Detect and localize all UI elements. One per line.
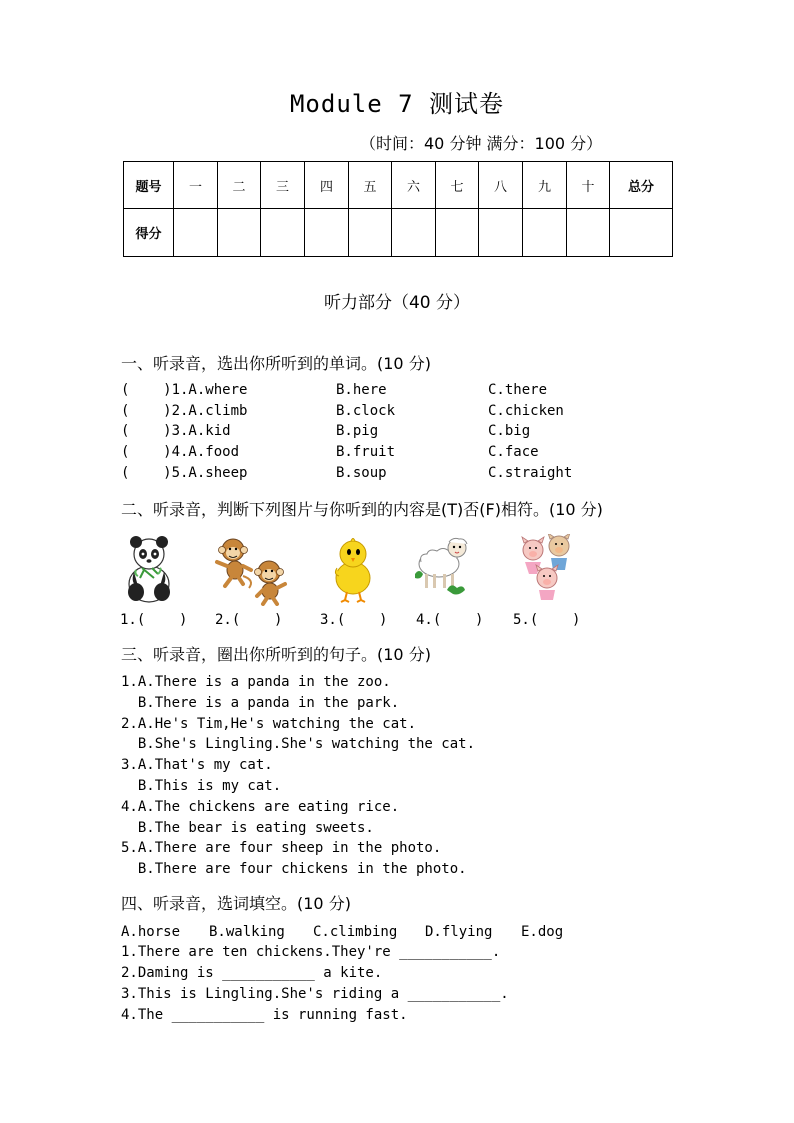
option-c: C.there — [488, 382, 548, 398]
score-row-label: 得分 — [124, 209, 174, 257]
part3-heading: 三、听录音，圈出你所听到的句子。(10 分) — [121, 645, 431, 664]
score-header-cell: 七 — [436, 162, 479, 209]
score-cell — [349, 209, 392, 257]
answer-blank[interactable]: 4.( ) — [416, 612, 484, 628]
word-options — [121, 924, 681, 944]
sentence-option: B.There are four chickens in the photo. — [121, 861, 467, 877]
score-cell — [567, 209, 610, 257]
option-c: C.face — [488, 444, 539, 460]
score-header-cell: 八 — [479, 162, 523, 209]
part1-item — [121, 423, 681, 444]
sentence-option: 5.A.There are four sheep in the photo. — [121, 840, 442, 856]
panda-image — [124, 534, 174, 604]
sentence-option: 3.A.That's my cat. — [121, 757, 273, 773]
listening-section-title: 听力部分（40 分） — [323, 293, 471, 313]
option-a: ( )4.A.food — [121, 444, 240, 460]
score-header-cell: 九 — [523, 162, 567, 209]
fill-blank-sentence: 4.The ___________ is running fast. — [121, 1007, 408, 1023]
word-option: A.horse — [121, 924, 181, 940]
sentence-option: 1.A.There is a panda in the zoo. — [121, 674, 391, 690]
option-b: B.pig — [336, 423, 379, 439]
fill-blank-sentence: 2.Daming is ___________ a kite. — [121, 965, 383, 981]
score-cell — [392, 209, 436, 257]
monkeys-image — [213, 534, 293, 606]
score-cell — [610, 209, 673, 257]
score-header-cell: 三 — [261, 162, 305, 209]
answer-blank[interactable]: 5.( ) — [513, 612, 581, 628]
word-option: C.climbing — [313, 924, 398, 940]
part1-item — [121, 444, 681, 465]
sentence-option: B.There is a panda in the park. — [121, 695, 400, 711]
option-a: ( )2.A.climb — [121, 403, 248, 419]
fill-blank-sentence: 3.This is Lingling.She's riding a ___________. — [121, 986, 509, 1002]
score-header-cell: 题号 — [124, 162, 174, 209]
score-table — [123, 161, 673, 257]
word-option: E.dog — [521, 924, 564, 940]
sentence-option: B.She's Lingling.She's watching the cat. — [121, 736, 476, 752]
score-header-cell: 四 — [305, 162, 349, 209]
score-header-cell: 二 — [218, 162, 261, 209]
option-b: B.here — [336, 382, 387, 398]
part4-heading: 四、听录音，选词填空。(10 分) — [121, 894, 351, 913]
option-a: ( )5.A.sheep — [121, 465, 248, 481]
word-option: B.walking — [209, 924, 285, 940]
pigs-image — [515, 534, 577, 604]
option-b: B.fruit — [336, 444, 396, 460]
exam-info: （时间：40 分钟 满分：100 分） — [360, 134, 603, 153]
option-b: B.clock — [336, 403, 396, 419]
option-b: B.soup — [336, 465, 387, 481]
option-a: ( )1.A.where — [121, 382, 248, 398]
chick-image — [331, 534, 375, 604]
score-cell — [436, 209, 479, 257]
score-header-cell: 十 — [567, 162, 610, 209]
score-header-cell: 五 — [349, 162, 392, 209]
score-cell — [174, 209, 218, 257]
score-cell — [305, 209, 349, 257]
score-header-cell: 总分 — [610, 162, 673, 209]
score-cell — [523, 209, 567, 257]
sentence-option: 4.A.The chickens are eating rice. — [121, 799, 400, 815]
part1-heading: 一、听录音，选出你所听到的单词。(10 分) — [121, 354, 431, 373]
answer-blank[interactable]: 2.( ) — [215, 612, 283, 628]
option-c: C.chicken — [488, 403, 564, 419]
score-cell — [479, 209, 523, 257]
sentence-option: B.This is my cat. — [121, 778, 282, 794]
part1-item — [121, 465, 681, 486]
answer-blank[interactable]: 1.( ) — [120, 612, 188, 628]
sheep-image — [413, 534, 475, 598]
score-header-cell: 一 — [174, 162, 218, 209]
part1-item — [121, 382, 681, 403]
score-cell — [218, 209, 261, 257]
score-header-cell: 六 — [392, 162, 436, 209]
option-a: ( )3.A.kid — [121, 423, 231, 439]
part1-item — [121, 403, 681, 424]
answer-blank[interactable]: 3.( ) — [320, 612, 388, 628]
sentence-option: B.The bear is eating sweets. — [121, 820, 374, 836]
page-title: Module 7 测试卷 — [289, 90, 505, 118]
option-c: C.straight — [488, 465, 573, 481]
word-option: D.flying — [425, 924, 493, 940]
part2-heading: 二、听录音，判断下列图片与你听到的内容是(T)否(F)相符。(10 分) — [121, 500, 603, 519]
sentence-option: 2.A.He's Tim,He's watching the cat. — [121, 716, 417, 732]
option-c: C.big — [488, 423, 531, 439]
fill-blank-sentence: 1.There are ten chickens.They're ___________. — [121, 944, 501, 960]
score-cell — [261, 209, 305, 257]
